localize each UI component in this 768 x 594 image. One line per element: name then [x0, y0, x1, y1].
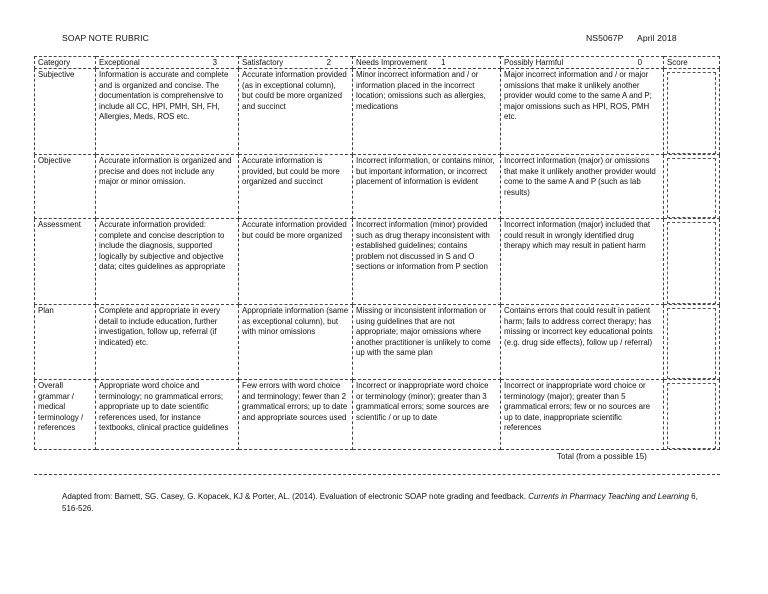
cell-exceptional: Information is accurate and complete and is organized and concise. The documentation is comprehensive to include all CC, HPI, PMH, SH, FH, Allergies, Meds, ROS etc. [96, 69, 239, 155]
row-category: Subjective [34, 69, 96, 155]
score-input-box[interactable] [667, 158, 716, 218]
score-input-box[interactable] [667, 72, 716, 154]
score-cell[interactable] [664, 219, 720, 305]
cell-satisfactory: Accurate information is provided, but could be more organized and succinct [239, 155, 353, 219]
cell-possibly-harmful: Incorrect information (major) included that could result in wrongly identified drug therapy which may result in patient harm [501, 219, 664, 305]
col-label: Needs Improvement [356, 58, 428, 67]
document-date: April 2018 [637, 33, 677, 43]
col-label: Score [667, 58, 688, 67]
table-row [34, 155, 720, 219]
cell-satisfactory: Appropriate information (same as exceptional column), but with minor omissions [239, 305, 353, 380]
score-input-box[interactable] [667, 383, 716, 449]
divider [34, 474, 720, 475]
course-code: NS5067P [586, 33, 624, 43]
col-points: 1 [441, 58, 446, 67]
citation-footer [62, 491, 702, 515]
citation-text: Adapted from: Barnett, SG. Casey, G. Kopacek, KJ & Porter, AL. (2014). Evaluation of electronic SOAP note grading and feedback. [62, 492, 526, 501]
col-label: Category [38, 58, 71, 67]
table-row [34, 219, 720, 305]
col-header-satisfactory [239, 56, 353, 69]
col-label: Possibly Harmful [504, 58, 564, 67]
score-cell[interactable] [664, 380, 720, 450]
cell-needs-improvement: Minor incorrect information and / or information placed in the incorrect location; omissions such as allergies, medications [353, 69, 501, 155]
cell-satisfactory: Accurate information provided but could be more organized [239, 219, 353, 305]
cell-possibly-harmful: Major incorrect information and / or major omissions that make it unlikely another provider would come to the same A and P; major omissions such as HPI, ROS, PMH etc. [501, 69, 664, 155]
cell-needs-improvement: Incorrect or inappropriate word choice or terminology (minor); greater than 3 grammatical errors; some sources are scientific / or up to date [353, 380, 501, 450]
total-label: Total (from a possible 15) [557, 452, 647, 461]
table-row [34, 380, 720, 450]
cell-exceptional: Appropriate word choice and terminology; no grammatical errors; appropriate up to date scientific references used, for instance textbooks, clinical practice guidelines [96, 380, 239, 450]
cell-needs-improvement: Incorrect information, or contains minor, but important information, or incorrect placement of information is evident [353, 155, 501, 219]
table-row [34, 69, 720, 155]
citation-volume: 6, 516-526. [62, 492, 698, 513]
col-header-score [664, 56, 720, 69]
col-points: 3 [212, 58, 217, 67]
row-category: Plan [34, 305, 96, 380]
document-title: SOAP NOTE RUBRIC [62, 33, 149, 43]
cell-needs-improvement: Missing or inconsistent information or using guidelines that are not appropriate; major omissions where another practitioner is unlikely to come up with the same plan [353, 305, 501, 380]
score-cell[interactable] [664, 155, 720, 219]
cell-possibly-harmful: Incorrect information (major) or omissions that make it unlikely another provider would come to the same A and P (such as lab results) [501, 155, 664, 219]
score-input-box[interactable] [667, 222, 716, 304]
col-points: 0 [637, 58, 642, 67]
cell-possibly-harmful: Incorrect or inappropriate word choice or terminology (major); greater than 5 grammatical errors; few or no sources are up to date, inappropriate scientific references [501, 380, 664, 450]
col-header-category [34, 56, 96, 69]
row-category: Overall grammar / medical terminology / references [34, 380, 96, 450]
rubric-table [34, 56, 720, 450]
col-header-exceptional [96, 56, 239, 69]
col-label: Satisfactory [242, 58, 284, 67]
cell-possibly-harmful: Contains errors that could result in patient harm; fails to address correct therapy; has missing or incorrect key educational points (e.g. drug side effects), follow up / referral) [501, 305, 664, 380]
score-cell[interactable] [664, 305, 720, 380]
cell-exceptional: Complete and appropriate in every detail to include education, further investigation, follow up, referral (if indicated) etc. [96, 305, 239, 380]
col-header-needs-improvement [353, 56, 501, 69]
col-header-possibly-harmful [501, 56, 664, 69]
header-row [34, 56, 720, 69]
journal-title: Currents in Pharmacy Teaching and Learning [528, 492, 689, 501]
table-row [34, 305, 720, 380]
score-cell[interactable] [664, 69, 720, 155]
row-category: Assessment [34, 219, 96, 305]
cell-needs-improvement: Incorrect information (minor) provided such as drug therapy inconsistent with established guidelines; contains problem not discussed in S and O sections or information from P section [353, 219, 501, 305]
cell-satisfactory: Accurate information provided (as in exceptional column), but could be more organized and succinct [239, 69, 353, 155]
cell-exceptional: Accurate information provided: complete and concise description to include the diagnosis, supported logically by subjective and objective data; cites guidelines as appropriate [96, 219, 239, 305]
score-input-box[interactable] [667, 308, 716, 379]
col-label: Exceptional [99, 58, 140, 67]
col-points: 2 [326, 58, 331, 67]
cell-exceptional: Accurate information is organized and precise and does not include any major or minor omission. [96, 155, 239, 219]
cell-satisfactory: Few errors with word choice and terminology; fewer than 2 grammatical errors; up to date and appropriate sources used [239, 380, 353, 450]
row-category: Objective [34, 155, 96, 219]
